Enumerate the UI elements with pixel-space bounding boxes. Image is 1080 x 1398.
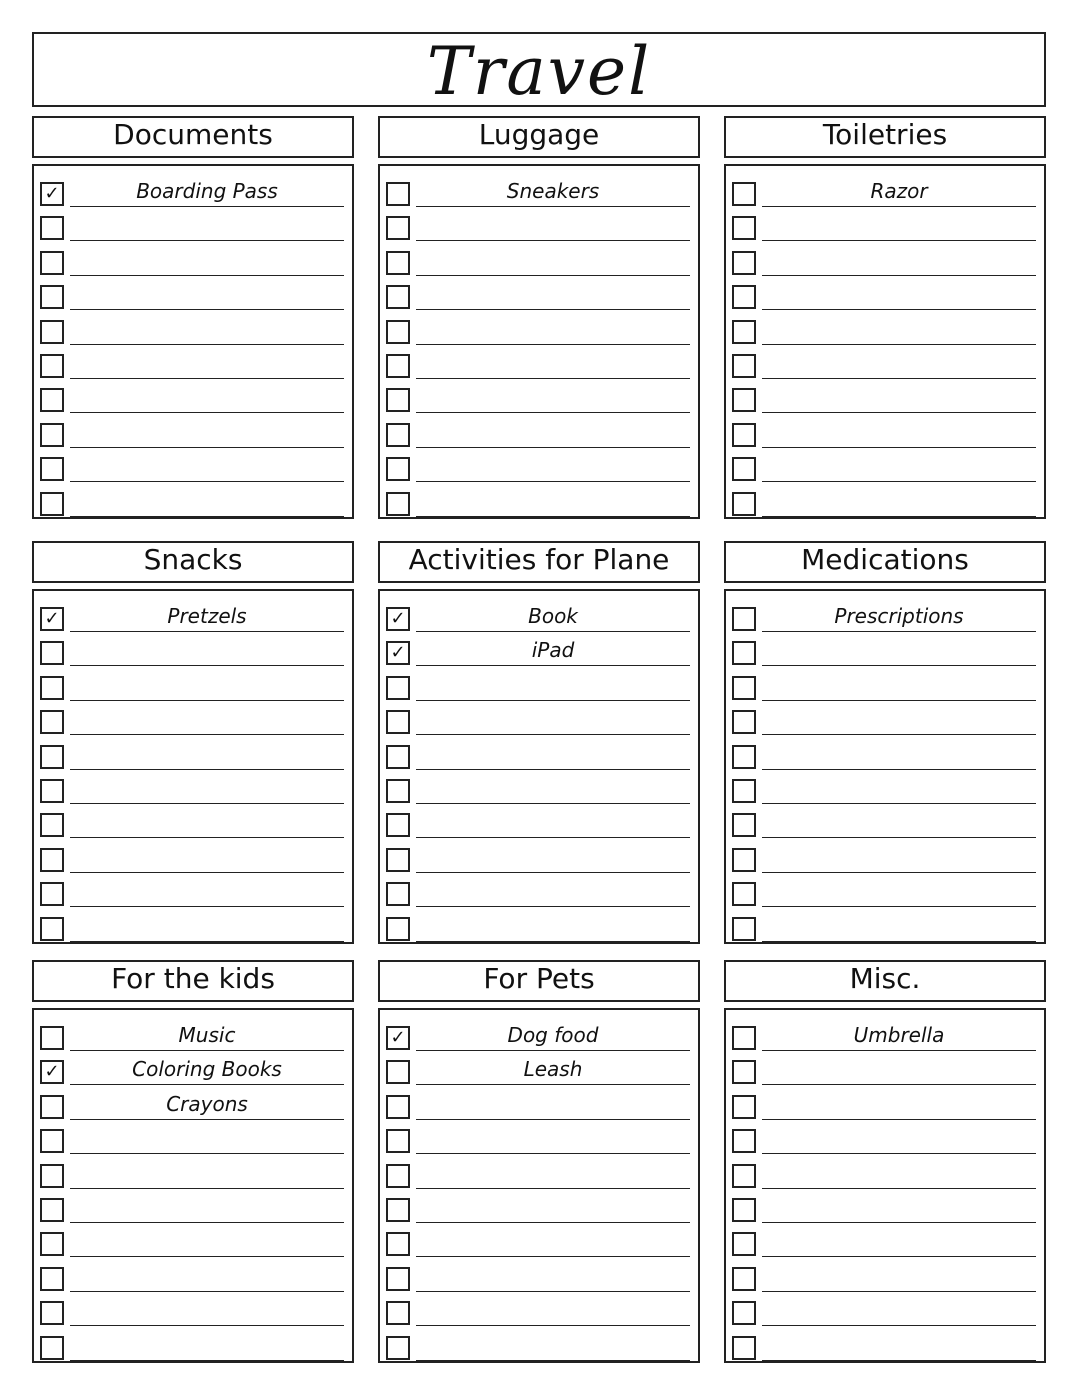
section-checklist xyxy=(32,164,354,519)
checkbox[interactable] xyxy=(40,354,64,378)
checkbox[interactable] xyxy=(732,354,756,378)
checklist-row xyxy=(386,667,690,701)
checkbox[interactable] xyxy=(40,745,64,769)
checkbox[interactable] xyxy=(732,1095,756,1119)
checklist-row xyxy=(386,483,690,517)
checklist-row xyxy=(732,701,1036,735)
checkbox[interactable] xyxy=(40,1336,64,1360)
checklist-row xyxy=(40,1327,344,1361)
checklist-row xyxy=(40,770,344,804)
item-text[interactable]: Music xyxy=(178,1023,236,1047)
checklist-row xyxy=(732,770,1036,804)
section-header: Medications xyxy=(724,541,1046,583)
checkbox[interactable] xyxy=(386,216,410,240)
checklist-row xyxy=(40,736,344,770)
item-text[interactable]: Razor xyxy=(870,179,928,203)
section-header: Luggage xyxy=(378,116,700,158)
section-checklist xyxy=(32,1008,354,1363)
checklist-row xyxy=(40,1155,344,1189)
checklist-row xyxy=(386,1223,690,1257)
checkbox[interactable] xyxy=(386,285,410,309)
checkbox[interactable] xyxy=(732,457,756,481)
checkbox[interactable] xyxy=(732,1336,756,1360)
checklist-row xyxy=(40,804,344,838)
checklist-row xyxy=(40,414,344,448)
write-line xyxy=(762,516,1036,517)
item-text[interactable]: Crayons xyxy=(166,1091,248,1116)
checklist-row xyxy=(732,598,1036,632)
checkbox[interactable] xyxy=(386,745,410,769)
checkbox[interactable] xyxy=(386,1095,410,1119)
checkmark-icon: ✓ xyxy=(44,1061,60,1083)
checklist-row xyxy=(386,701,690,735)
checkbox[interactable] xyxy=(732,216,756,240)
section-checklist xyxy=(724,589,1046,944)
checkbox[interactable] xyxy=(732,813,756,837)
title-box xyxy=(32,32,1046,110)
section-header: Activities for Plane xyxy=(378,541,700,583)
checkbox[interactable] xyxy=(40,251,64,275)
checkbox[interactable] xyxy=(40,710,64,734)
checkbox[interactable] xyxy=(732,1232,756,1256)
checkbox[interactable] xyxy=(386,641,410,665)
checkbox[interactable] xyxy=(40,320,64,344)
checklist-row xyxy=(386,632,690,666)
checklist-row xyxy=(732,1292,1036,1326)
item-text[interactable]: Prescriptions xyxy=(834,604,964,628)
checkbox[interactable] xyxy=(386,1336,410,1360)
checkbox[interactable] xyxy=(386,320,410,344)
checkbox[interactable] xyxy=(732,285,756,309)
checkbox[interactable] xyxy=(732,882,756,906)
checklist-row xyxy=(732,379,1036,413)
checkbox[interactable] xyxy=(386,710,410,734)
checkbox[interactable] xyxy=(386,917,410,941)
checkbox[interactable] xyxy=(732,1267,756,1291)
checklist-row xyxy=(732,736,1036,770)
checkbox[interactable] xyxy=(40,1060,64,1084)
page-title: Travel xyxy=(426,33,652,110)
checkbox[interactable] xyxy=(40,1095,64,1119)
checkbox[interactable] xyxy=(732,1301,756,1325)
item-text[interactable]: Coloring Books xyxy=(132,1057,282,1082)
checkbox[interactable] xyxy=(40,917,64,941)
checklist-row xyxy=(732,1258,1036,1292)
checklist-row xyxy=(386,311,690,345)
checkbox[interactable] xyxy=(732,745,756,769)
checklist-row xyxy=(732,1189,1036,1223)
checkbox[interactable] xyxy=(40,813,64,837)
checkbox[interactable] xyxy=(40,1301,64,1325)
checklist-row xyxy=(732,632,1036,666)
write-line xyxy=(762,1360,1036,1361)
checklist-row xyxy=(40,1292,344,1326)
checkbox[interactable] xyxy=(732,1026,756,1050)
checklist-row xyxy=(732,311,1036,345)
section-header: Misc. xyxy=(724,960,1046,1002)
checkbox[interactable] xyxy=(386,676,410,700)
checklist-row xyxy=(40,276,344,310)
checklist-row xyxy=(40,1051,344,1085)
checklist-row xyxy=(386,1292,690,1326)
checklist-row xyxy=(732,667,1036,701)
checkbox[interactable] xyxy=(732,423,756,447)
checkmark-icon: ✓ xyxy=(44,183,60,204)
section-header: Toiletries xyxy=(724,116,1046,158)
checklist-row xyxy=(732,839,1036,873)
checkmark-icon: ✓ xyxy=(390,642,406,664)
checklist-row xyxy=(732,1223,1036,1257)
checklist-row xyxy=(732,1120,1036,1154)
checkbox[interactable] xyxy=(40,1267,64,1291)
checklist-row xyxy=(732,345,1036,379)
section-checklist xyxy=(378,164,700,519)
section-header: For the kids xyxy=(32,960,354,1002)
checkbox[interactable] xyxy=(732,320,756,344)
checkbox[interactable] xyxy=(40,285,64,309)
checkbox[interactable] xyxy=(386,423,410,447)
checkbox[interactable] xyxy=(386,882,410,906)
checkbox[interactable] xyxy=(386,182,410,206)
checkbox[interactable] xyxy=(386,1060,410,1084)
section-checklist xyxy=(32,589,354,944)
checklist-row xyxy=(386,1051,690,1085)
checklist-row xyxy=(40,345,344,379)
item-text[interactable]: Leash xyxy=(523,1057,583,1082)
checklist-row xyxy=(386,736,690,770)
checklist-row xyxy=(732,276,1036,310)
checklist-row xyxy=(732,1017,1036,1051)
checkbox[interactable] xyxy=(40,182,64,206)
checkbox[interactable] xyxy=(732,388,756,412)
checklist-row xyxy=(386,345,690,379)
checkbox[interactable] xyxy=(40,779,64,803)
checkbox[interactable] xyxy=(40,1164,64,1188)
checkbox[interactable] xyxy=(732,607,756,631)
checkbox[interactable] xyxy=(386,251,410,275)
checkbox[interactable] xyxy=(40,1129,64,1153)
checklist-row xyxy=(732,1086,1036,1120)
checklist-row xyxy=(386,1189,690,1223)
checklist-row xyxy=(386,173,690,207)
write-line xyxy=(416,1360,690,1361)
checkbox[interactable] xyxy=(386,1129,410,1153)
checklist-row xyxy=(40,701,344,735)
section-checklist xyxy=(724,164,1046,519)
section-header: Documents xyxy=(32,116,354,158)
write-line xyxy=(70,516,344,517)
checkbox[interactable] xyxy=(386,1198,410,1222)
item-text[interactable]: Dog food xyxy=(507,1023,599,1047)
checkmark-icon: ✓ xyxy=(44,608,60,629)
checklist-row xyxy=(40,1086,344,1120)
checkbox[interactable] xyxy=(386,779,410,803)
checkbox[interactable] xyxy=(40,388,64,412)
section-checklist xyxy=(724,1008,1046,1363)
checklist-row xyxy=(386,908,690,942)
checkmark-icon: ✓ xyxy=(390,1027,406,1048)
write-line xyxy=(416,941,690,942)
checkbox[interactable] xyxy=(386,1301,410,1325)
checklist-row xyxy=(386,242,690,276)
checklist-row xyxy=(40,311,344,345)
checklist-row xyxy=(40,839,344,873)
checklist-row xyxy=(40,483,344,517)
checkbox[interactable] xyxy=(386,457,410,481)
checklist-row xyxy=(732,873,1036,907)
checklist-row xyxy=(40,1223,344,1257)
checklist-row xyxy=(386,804,690,838)
checklist-row xyxy=(40,667,344,701)
checklist-row xyxy=(40,632,344,666)
checkbox[interactable] xyxy=(40,1198,64,1222)
checklist-row xyxy=(40,173,344,207)
checkmark-icon: ✓ xyxy=(390,608,406,629)
checklist-row xyxy=(386,873,690,907)
checkbox[interactable] xyxy=(732,676,756,700)
checkbox[interactable] xyxy=(40,1232,64,1256)
checklist-row xyxy=(732,448,1036,482)
checkbox[interactable] xyxy=(732,1060,756,1084)
checklist-row xyxy=(386,1258,690,1292)
checklist-row xyxy=(386,276,690,310)
checklist-row xyxy=(732,242,1036,276)
checkbox[interactable] xyxy=(386,388,410,412)
checkbox[interactable] xyxy=(732,1198,756,1222)
checklist-row xyxy=(386,1017,690,1051)
checkbox[interactable] xyxy=(40,641,64,665)
checkbox[interactable] xyxy=(732,251,756,275)
checklist-row xyxy=(40,1189,344,1223)
checklist-row xyxy=(732,1051,1036,1085)
checkbox[interactable] xyxy=(732,641,756,665)
checklist-row xyxy=(40,207,344,241)
checklist-row xyxy=(386,207,690,241)
checkbox[interactable] xyxy=(732,1129,756,1153)
item-text[interactable]: Pretzels xyxy=(167,604,247,628)
checkbox[interactable] xyxy=(40,882,64,906)
write-line xyxy=(70,1360,344,1361)
checklist-row xyxy=(386,1327,690,1361)
checkbox[interactable] xyxy=(40,423,64,447)
checklist-row xyxy=(40,379,344,413)
section-checklist xyxy=(378,1008,700,1363)
checklist-row xyxy=(386,1120,690,1154)
checkbox[interactable] xyxy=(386,1026,410,1050)
checkbox[interactable] xyxy=(40,216,64,240)
checkbox[interactable] xyxy=(732,492,756,516)
checkbox[interactable] xyxy=(386,1232,410,1256)
checklist-row xyxy=(386,1155,690,1189)
checklist-row xyxy=(386,839,690,873)
item-text[interactable]: Boarding Pass xyxy=(136,179,278,203)
checkbox[interactable] xyxy=(732,848,756,872)
checkbox[interactable] xyxy=(386,354,410,378)
section-header: For Pets xyxy=(378,960,700,1002)
checklist-row xyxy=(386,414,690,448)
checklist-row xyxy=(40,242,344,276)
checklist-row xyxy=(732,173,1036,207)
checkbox[interactable] xyxy=(732,182,756,206)
write-line xyxy=(416,516,690,517)
checkbox[interactable] xyxy=(40,457,64,481)
checklist-row xyxy=(386,770,690,804)
checklist-row xyxy=(386,598,690,632)
checklist-row xyxy=(40,1017,344,1051)
checkbox[interactable] xyxy=(40,492,64,516)
write-line xyxy=(70,941,344,942)
checkbox[interactable] xyxy=(40,1026,64,1050)
checklist-row xyxy=(386,448,690,482)
item-text[interactable]: Umbrella xyxy=(853,1023,945,1047)
checklist-row xyxy=(732,1327,1036,1361)
checkbox[interactable] xyxy=(40,676,64,700)
checklist-row xyxy=(732,414,1036,448)
item-text[interactable]: Book xyxy=(528,604,578,628)
checkbox[interactable] xyxy=(386,848,410,872)
checklist-row xyxy=(40,598,344,632)
checkbox[interactable] xyxy=(386,1164,410,1188)
checklist-row xyxy=(732,1155,1036,1189)
checklist-row xyxy=(40,1258,344,1292)
checkbox[interactable] xyxy=(386,813,410,837)
section-header: Snacks xyxy=(32,541,354,583)
section-checklist xyxy=(378,589,700,944)
checklist-row xyxy=(40,908,344,942)
checklist-row xyxy=(386,1086,690,1120)
checkbox[interactable] xyxy=(40,848,64,872)
checkbox[interactable] xyxy=(386,607,410,631)
checkbox[interactable] xyxy=(732,710,756,734)
checklist-row xyxy=(40,873,344,907)
checkbox[interactable] xyxy=(386,1267,410,1291)
checkbox[interactable] xyxy=(732,1164,756,1188)
checklist-row xyxy=(732,908,1036,942)
write-line xyxy=(762,941,1036,942)
item-text[interactable]: iPad xyxy=(531,638,575,663)
checkbox[interactable] xyxy=(732,917,756,941)
checkbox[interactable] xyxy=(386,492,410,516)
checklist-row xyxy=(386,379,690,413)
checkbox[interactable] xyxy=(732,779,756,803)
checklist-row xyxy=(732,483,1036,517)
checklist-row xyxy=(40,448,344,482)
item-text[interactable]: Sneakers xyxy=(506,179,600,203)
checkbox[interactable] xyxy=(40,607,64,631)
checklist-row xyxy=(732,804,1036,838)
checklist-row xyxy=(732,207,1036,241)
checklist-row xyxy=(40,1120,344,1154)
